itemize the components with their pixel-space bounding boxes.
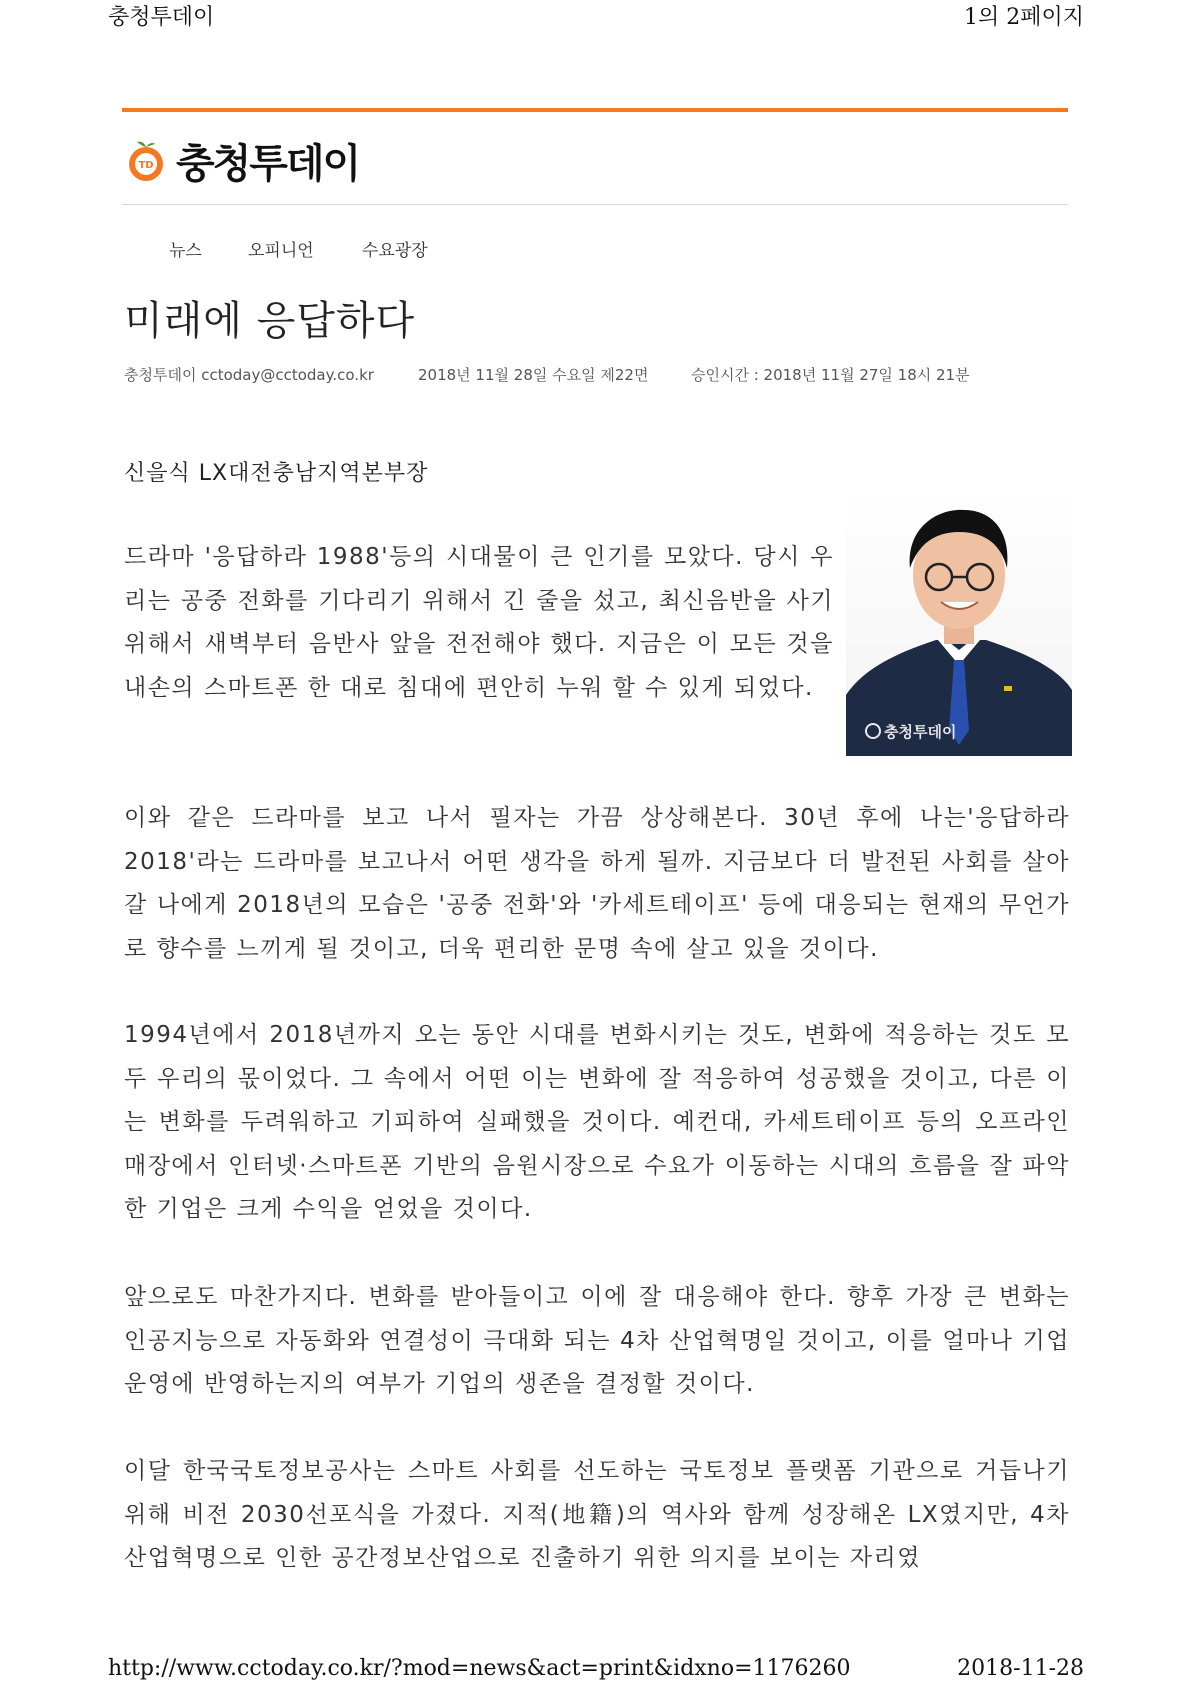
article-date: 2018년 11월 28일 수요일 제22면 — [418, 366, 649, 384]
nav-item-opinion[interactable]: 오피니언 — [248, 241, 314, 261]
print-header-site: 충청투데이 — [108, 5, 215, 30]
nav-item-column[interactable]: 수요광장 — [362, 241, 428, 261]
site-logo[interactable] — [124, 132, 359, 189]
article-paragraph: 이와 같은 드라마를 보고 나서 필자는 가끔 상상해본다. 30년 후에 나는'응답하라 2018'라는 드라마를 보고나서 어떤 생각을 하게 될까. 지금보다 더 발전된 사회를 살아갈 나에게 2018년의 모습은 '공중 전화'와 '카세트테이프' 등에 대응되는 현재의 무언가로 향수를 느끼게 될 것이고, 더욱 편리한 문명 속에 살고 있을 것이다. — [124, 805, 1070, 962]
article-paragraph: 앞으로도 마찬가지다. 변화를 받아들이고 이에 잘 대응해야 한다. 향후 가장 큰 변화는 인공지능으로 자동화와 연결성이 극대화 되는 4차 산업혁명일 것이고, 이를 얼마나 기업운영에 반영하는지의 여부가 기업의 생존을 결정할 것이다. — [124, 1284, 1070, 1397]
author-photo — [846, 490, 1072, 756]
article-source: 충청투데이 cctoday@cctoday.co.kr — [124, 366, 374, 384]
logo-badge-text: TD — [138, 159, 154, 171]
article-paragraph: 1994년에서 2018년까지 오는 동안 시대를 변화시키는 것도, 변화에 적응하는 것도 모두 우리의 몫이었다. 그 속에서 어떤 이는 변화에 잘 적응하여 성공했을 것이고, 다른 이는 변화를 두려워하고 기피하여 실패했을 것이다. 예컨대, 카세트테이프 등의 오프라인 매장에서 인터넷·스마트폰 기반의 음원시장으로 수요가 이동하는 시대의 흐름을 잘 파악한 기업은 크게 수익을 얻었을 것이다. — [124, 1022, 1070, 1222]
print-header-page-indicator: 1의 2페이지 — [964, 5, 1084, 30]
article-paragraph: 이달 한국국토정보공사는 스마트 사회를 선도하는 국토정보 플랫폼 기관으로 거듭나기 위해 비전 2030선포식을 가졌다. 지적(地籍)의 역사와 함께 성장해온 LX였지만, 4차 산업혁명으로 인한 공간정보산업으로 진출하기 위한 의지를 보이는 자리였 — [124, 1458, 1070, 1571]
print-footer-url: http://www.cctoday.co.kr/?mod=news&act=print&idxno=1176260 — [108, 1656, 851, 1681]
nav-item-news[interactable]: 뉴스 — [169, 241, 202, 261]
header-accent-rule — [122, 108, 1068, 112]
article-title: 미래에 응답하다 — [124, 298, 416, 344]
article-paragraph: 드라마 '응답하라 1988'등의 시대물이 큰 인기를 모았다. 당시 우리는 공중 전화를 기다리기 위해서 긴 줄을 섰고, 최신음반을 사기 위해서 새벽부터 음반사 앞을 전전해야 했다. 지금은 이 모든 것을 내손의 스마트폰 한 대로 침대에 편안히 누워 할 수 있게 되었다. — [124, 544, 834, 701]
article-approval-time: 승인시간 : 2018년 11월 27일 18시 21분 — [691, 366, 970, 384]
logo-text: 충청투데이 — [176, 141, 360, 187]
header-divider — [122, 204, 1068, 205]
logo-orange-icon — [124, 139, 168, 183]
print-footer-date: 2018-11-28 — [957, 1656, 1084, 1681]
photo-watermark: 충청투데이 — [884, 723, 957, 741]
article-byline: 신을식 LX대전충남지역본부장 — [124, 461, 429, 486]
